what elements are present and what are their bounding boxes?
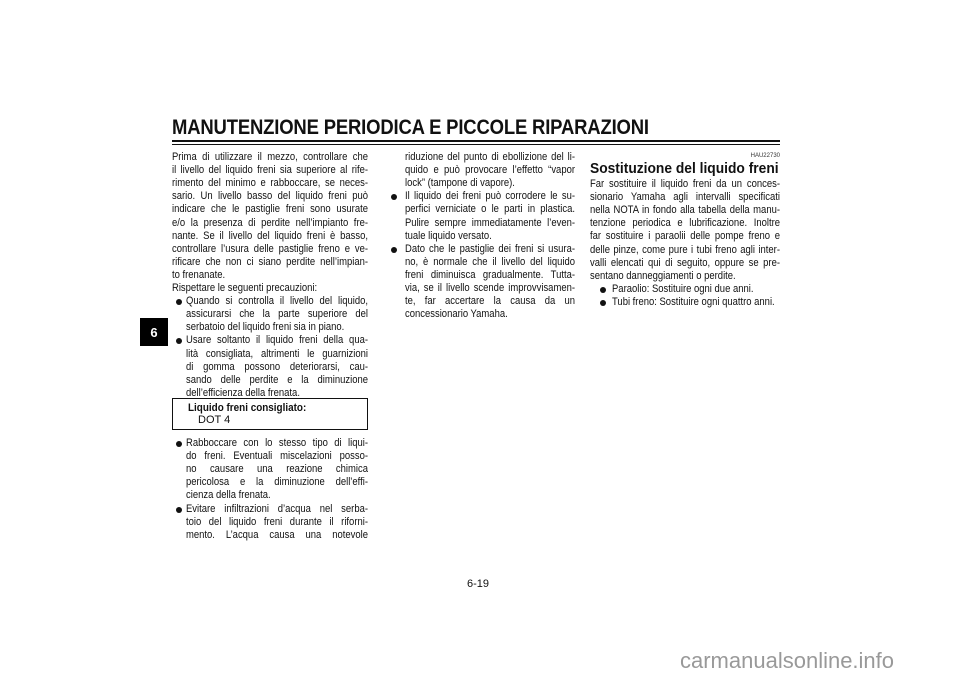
bullet-icon	[391, 194, 397, 200]
text-line: lock” (tampone di vapore).	[405, 177, 515, 190]
text-line: rificare che non ci siano perdite nell’impian-	[172, 255, 368, 268]
text-line: sionario Yamaha agli intervalli specificati	[590, 191, 780, 204]
text-line: mento. L’acqua causa una notevole	[186, 528, 368, 541]
section-heading: Sostituzione del liquido freni	[590, 160, 779, 177]
bullet-icon	[391, 247, 397, 253]
text-line: pericolosa e la diminuzione dell’effi-	[186, 476, 368, 489]
text-line: nante. Se il livello del liquido freni è basso,	[172, 229, 368, 242]
spec-label: Liquido freni consigliato:	[188, 402, 307, 414]
section-code: HAU22730	[750, 153, 780, 159]
text-line: di gomma possono deteriorarsi, cau-	[186, 360, 368, 373]
text-line: sentano danneggiamenti o perdite.	[590, 269, 736, 282]
text-line: Pulire sempre immediatamente l’even-	[405, 216, 575, 229]
text-line: Tubi freno: Sostituire ogni quattro anni.	[612, 295, 775, 308]
text-line: Rabboccare con lo stesso tipo di liqui-	[186, 437, 368, 449]
text-line: tenzione periodica e lubrificazione. Inoltre	[590, 217, 780, 230]
text-line: freni diminuisca gradualmente. Tutta-	[405, 268, 575, 281]
text-line: delle pinze, come pure i tubi freno agli inter-	[590, 243, 780, 256]
text-line: Paraolio: Sostituire ogni due anni.	[612, 282, 754, 295]
text-line: Evitare infiltrazioni d’acqua nel serba-	[186, 502, 368, 515]
text-line: sario. Un livello basso del liquido freni può	[172, 190, 368, 203]
text-line: te, far accertare la causa da un	[405, 295, 575, 308]
text-line: Dato che le pastiglie dei freni si usura-	[405, 242, 575, 255]
bullet-icon	[600, 287, 606, 293]
text-line: no causare una reazione chimica	[186, 463, 368, 476]
text-line: dell’efficienza della frenata.	[186, 386, 300, 399]
text-line: Rispettare le seguenti precauzioni:	[172, 282, 318, 294]
text-line: rimento del minimo e rabboccare, se neces-	[172, 177, 368, 190]
text-line: do freni. Eventuali miscelazioni posso-	[186, 450, 368, 463]
text-line: tuale liquido versato.	[405, 229, 492, 242]
text-line: valli elencati qui di seguito, oppure se pre-	[590, 256, 780, 269]
text-line: no, è normale che il livello del liquido	[405, 255, 575, 268]
text-line: controllare l’usura delle pastiglie freno e ve-	[172, 242, 368, 255]
bullet-icon	[600, 300, 606, 306]
text-line: assicurarsi che la parte superiore del	[186, 308, 368, 321]
text-line: Far sostituire il liquido freni da un conces-	[590, 178, 780, 190]
text-line: toio del liquido freni durante il riforni-	[186, 515, 368, 528]
chapter-tab: 6	[140, 318, 168, 346]
text-line: via, se il livello scende improvvisamen-	[405, 282, 575, 294]
text-line: lità consigliata, altrimenti le guarnizioni	[186, 347, 368, 360]
text-line: il livello del liquido freni sia superiore al rife-	[172, 164, 368, 177]
text-line: nella NOTA in fondo alla tabella della manu-	[590, 204, 780, 217]
bullet-icon	[176, 507, 182, 513]
watermark: carmanualsonline.info	[680, 648, 895, 673]
text-line: Il liquido dei freni può corrodere le su-	[405, 190, 575, 203]
page-number: 6-19	[467, 578, 490, 590]
text-line: far sostituire i paraolii delle pompe freno e	[590, 230, 780, 243]
spec-value: DOT 4	[198, 414, 231, 426]
title-rule	[172, 140, 780, 142]
bullet-icon	[176, 338, 182, 344]
text-line: sando delle perdite e la diminuzione	[186, 373, 368, 386]
text-line: perfici verniciate o le parti in plastica.	[405, 203, 575, 216]
text-line: quido e può provocare l’effetto “vapor	[405, 164, 575, 177]
text-line: riduzione del punto di ebollizione del li-	[405, 151, 575, 163]
text-line: Usare soltanto il liquido freni della qua-	[186, 334, 368, 347]
title-rule-thin	[172, 144, 780, 145]
spec-box	[172, 398, 368, 430]
text-line: Quando si controlla il livello del liquido,	[186, 295, 368, 308]
text-line: to frenanate.	[172, 268, 226, 281]
text-line: serbatoio del liquido freni sia in piano.	[186, 321, 345, 334]
text-line: Prima di utilizzare il mezzo, controllare che	[172, 151, 368, 163]
text-line: e/o la presenza di perdite nell’impianto fre-	[172, 216, 368, 229]
text-line: indicare che le pastiglie freni sono usurate	[172, 203, 368, 216]
bullet-icon	[176, 441, 182, 447]
text-line: cienza della frenata.	[186, 489, 271, 502]
bullet-icon	[176, 299, 182, 305]
page-title: MANUTENZIONE PERIODICA E PICCOLE RIPARAZIONI	[172, 116, 649, 139]
text-line: concessionario Yamaha.	[405, 308, 508, 321]
